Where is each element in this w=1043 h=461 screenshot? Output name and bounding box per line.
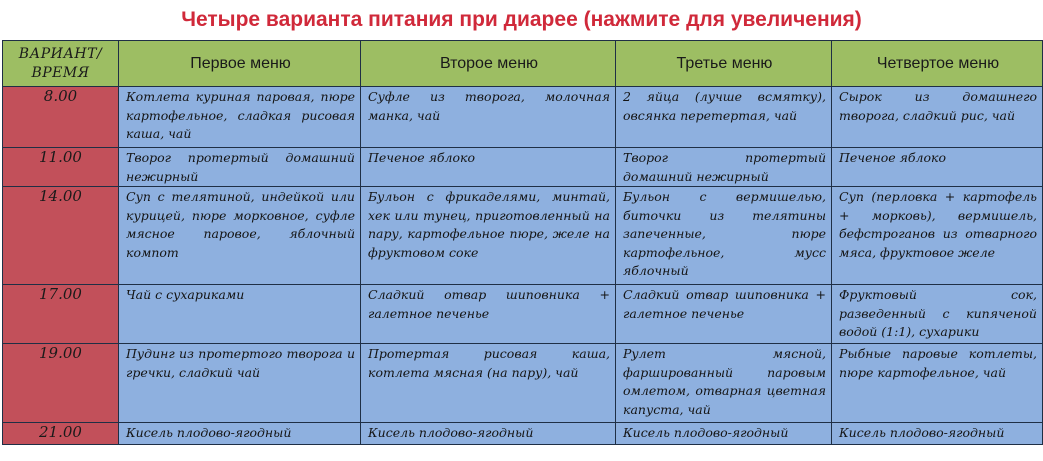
corner-header: ВАРИАНТ/ ВРЕМЯ xyxy=(3,41,119,87)
menu-cell: Суфле из творога, молочная манка, чай xyxy=(361,87,616,148)
menu-cell: Кисель плодово-ягодный xyxy=(832,423,1043,445)
time-cell: 17.00 xyxy=(3,285,119,344)
menu-cell: Фруктовый сок, разведенный с кипяченой водой (1:1), сухарики xyxy=(832,285,1043,344)
menu-cell: Печеное яблоко xyxy=(832,148,1043,187)
menu-cell: Пудинг из протертого творога и гречки, сладкий чай xyxy=(119,344,361,423)
table-row xyxy=(3,344,1043,423)
menu-cell: Котлета куриная паровая, пюре картофельное, сладкая рисовая каша, чай xyxy=(119,87,361,148)
menu-cell: Бульон с фрикаделями, минтай, хек или тунец, приготовленный на пару, картофельное пюре, желе на фруктовом соке xyxy=(361,187,616,285)
page-title[interactable]: Четыре варианта питания при диарее (нажмите для увеличения) xyxy=(181,8,862,31)
time-cell: 21.00 xyxy=(3,423,119,445)
menu-cell: Кисель плодово-ягодный xyxy=(361,423,616,445)
menu-cell: Сладкий отвар шиповника + галетное печенье xyxy=(616,285,832,344)
diet-menu-table xyxy=(2,40,1043,445)
column-header: Четвертое меню xyxy=(832,41,1043,87)
menu-cell: Рулет мясной, фаршированный паровым омлетом, отварная цветная капуста, чай xyxy=(616,344,832,423)
menu-cell: Суп (перловка + картофель + морковь), вермишель, бефстроганов из отварного мяса, фруктовое желе xyxy=(832,187,1043,285)
time-cell: 11.00 xyxy=(3,148,119,187)
time-cell: 8.00 xyxy=(3,87,119,148)
menu-cell: Чай с сухариками xyxy=(119,285,361,344)
menu-cell: Сладкий отвар шиповника + галетное печенье xyxy=(361,285,616,344)
time-cell: 19.00 xyxy=(3,344,119,423)
menu-cell: 2 яйца (лучше всмятку), овсянка перетертая, чай xyxy=(616,87,832,148)
column-header: Третье меню xyxy=(616,41,832,87)
menu-cell: Творог протертый домашний нежирный xyxy=(616,148,832,187)
menu-cell: Суп с телятиной, индейкой или курицей, пюре морковное, суфле мясное паровое, яблочный компот xyxy=(119,187,361,285)
menu-cell: Бульон с вермишелью, биточки из телятины запеченные, пюре картофельное, мусс яблочный xyxy=(616,187,832,285)
table-row xyxy=(3,87,1043,148)
menu-cell: Протертая рисовая каша, котлета мясная (на пару), чай xyxy=(361,344,616,423)
menu-cell: Рыбные паровые котлеты, пюре картофельное, чай xyxy=(832,344,1043,423)
column-header: Второе меню xyxy=(361,41,616,87)
menu-cell: Кисель плодово-ягодный xyxy=(119,423,361,445)
table-row xyxy=(3,423,1043,445)
table-row xyxy=(3,148,1043,187)
menu-cell: Сырок из домашнего творога, сладкий рис, чай xyxy=(832,87,1043,148)
header-row xyxy=(3,41,1043,87)
column-header: Первое меню xyxy=(119,41,361,87)
menu-cell: Кисель плодово-ягодный xyxy=(616,423,832,445)
table-row xyxy=(3,285,1043,344)
time-cell: 14.00 xyxy=(3,187,119,285)
table-row xyxy=(3,187,1043,285)
menu-cell: Печеное яблоко xyxy=(361,148,616,187)
menu-cell: Творог протертый домашний нежирный xyxy=(119,148,361,187)
